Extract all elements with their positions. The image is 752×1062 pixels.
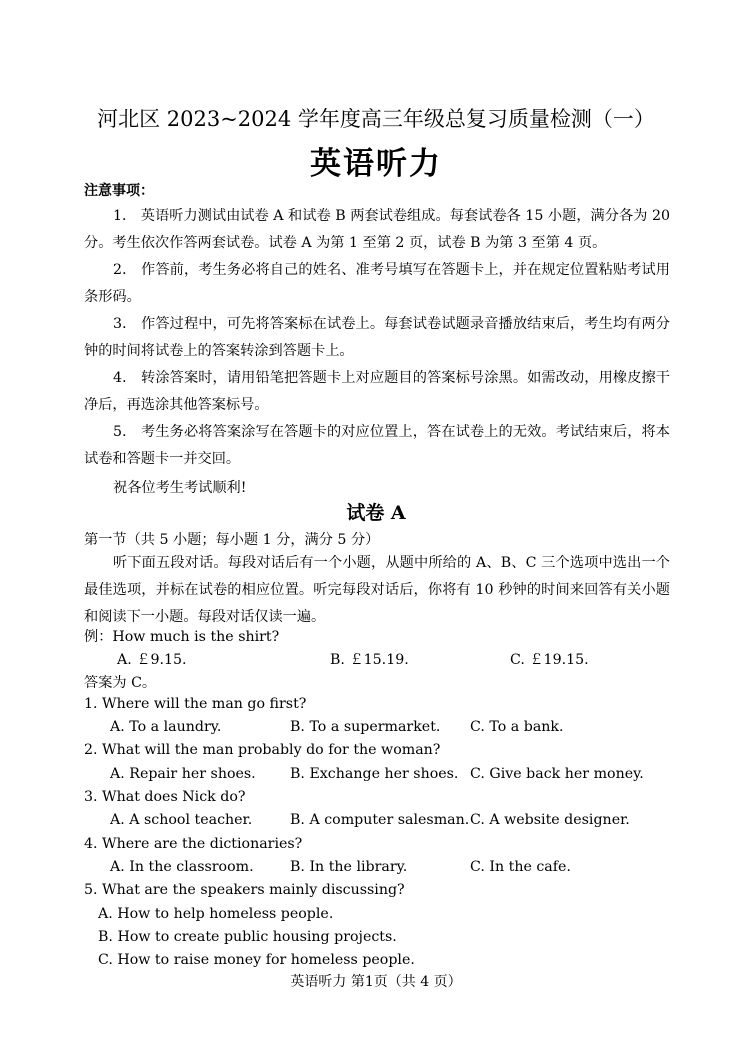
- question-4-option-b: B. In the library.: [290, 859, 408, 875]
- example-option-c: C. ￡19.15.: [510, 652, 589, 668]
- question-4-option-a: A. In the classroom.: [110, 859, 254, 875]
- question-3-option-c: C. A website designer.: [470, 812, 630, 828]
- question-1-option-c: C. To a bank.: [470, 719, 564, 735]
- question-2-option-c: C. Give back her money.: [470, 766, 644, 782]
- question-1-option-a: A. To a laundry.: [110, 719, 222, 735]
- subject-title: 英语听力: [310, 146, 442, 182]
- note-item-1: 1． 英语听力测试由试卷 A 和试卷 B 两套试卷组成。每套试卷各 15 小题，满分各为 20 分。考生依次作答两套试卷。试卷 A 为第 1 至第 2 页，试卷 B 为第 3 至第 4 页。: [84, 208, 670, 251]
- example-answer: 答案为 C。: [84, 675, 157, 691]
- question-4-option-c: C. In the cafe.: [470, 859, 571, 875]
- good-luck-message: 祝各位考生考试顺利!: [113, 480, 247, 496]
- question-2-option-a: A. Repair her shoes.: [110, 766, 256, 782]
- part-one-heading: 第一节（共 5 小题；每小题 1 分，满分 5 分）: [84, 532, 380, 548]
- note-item-5: 5． 考生务必将答案涂写在答题卡的对应位置上，答在试卷上的无效。考试结束后，将本试卷和答题卡一并交回。: [84, 424, 670, 467]
- question-3-option-b: B. A computer salesman.: [290, 812, 470, 828]
- question-1: 1. Where will the man go first?: [84, 696, 307, 712]
- question-3: 3. What does Nick do?: [84, 789, 246, 805]
- section-a-title: 试卷 A: [346, 502, 406, 524]
- question-5-option-b: B. How to create public housing projects.: [98, 929, 397, 945]
- question-4: 4. Where are the dictionaries?: [84, 836, 303, 852]
- question-3-option-a: A. A school teacher.: [110, 812, 253, 828]
- question-1-option-b: B. To a supermarket.: [290, 719, 441, 735]
- note-item-2: 2． 作答前，考生务必将自己的姓名、准考号填写在答题卡上，并在规定位置粘贴考试用条形码。: [84, 262, 670, 305]
- example-question: 例：How much is the shirt?: [84, 629, 280, 645]
- question-2-option-b: B. Exchange her shoes.: [290, 766, 459, 782]
- question-5-option-c: C. How to raise money for homeless people.: [98, 952, 415, 968]
- section-instructions: 听下面五段对话。每段对话后有一个小题，从题中所给的 A、B、C 三个选项中选出一个最佳选项，并标在试卷的相应位置。听完每段对话后，你将有 10 秒钟的时间来回答有关小题和阅读下一小题。每段对话仅读一遍。: [84, 555, 670, 625]
- question-5-option-a: A. How to help homeless people.: [98, 906, 334, 922]
- exam-title: 河北区 2023~2024 学年度高三年级总复习质量检测（一）: [97, 107, 655, 131]
- example-option-b: B. ￡15.19.: [330, 652, 409, 668]
- note-item-3: 3． 作答过程中，可先将答案标在试卷上。每套试卷试题录音播放结束后，考生均有两分钟的时间将试卷上的答案转涂到答题卡上。: [84, 316, 670, 359]
- notes-heading: 注意事项：: [84, 183, 154, 199]
- page-footer: 英语听力 第1页（共 4 页）: [290, 974, 462, 990]
- example-option-a: A. ￡9.15.: [117, 652, 187, 668]
- note-item-4: 4． 转涂答案时，请用铅笔把答题卡上对应题目的答案标号涂黑。如需改动，用橡皮擦干净后，再选涂其他答案标号。: [84, 370, 670, 413]
- question-2: 2. What will the man probably do for the woman?: [84, 742, 441, 758]
- question-5: 5. What are the speakers mainly discussing?: [84, 882, 405, 898]
